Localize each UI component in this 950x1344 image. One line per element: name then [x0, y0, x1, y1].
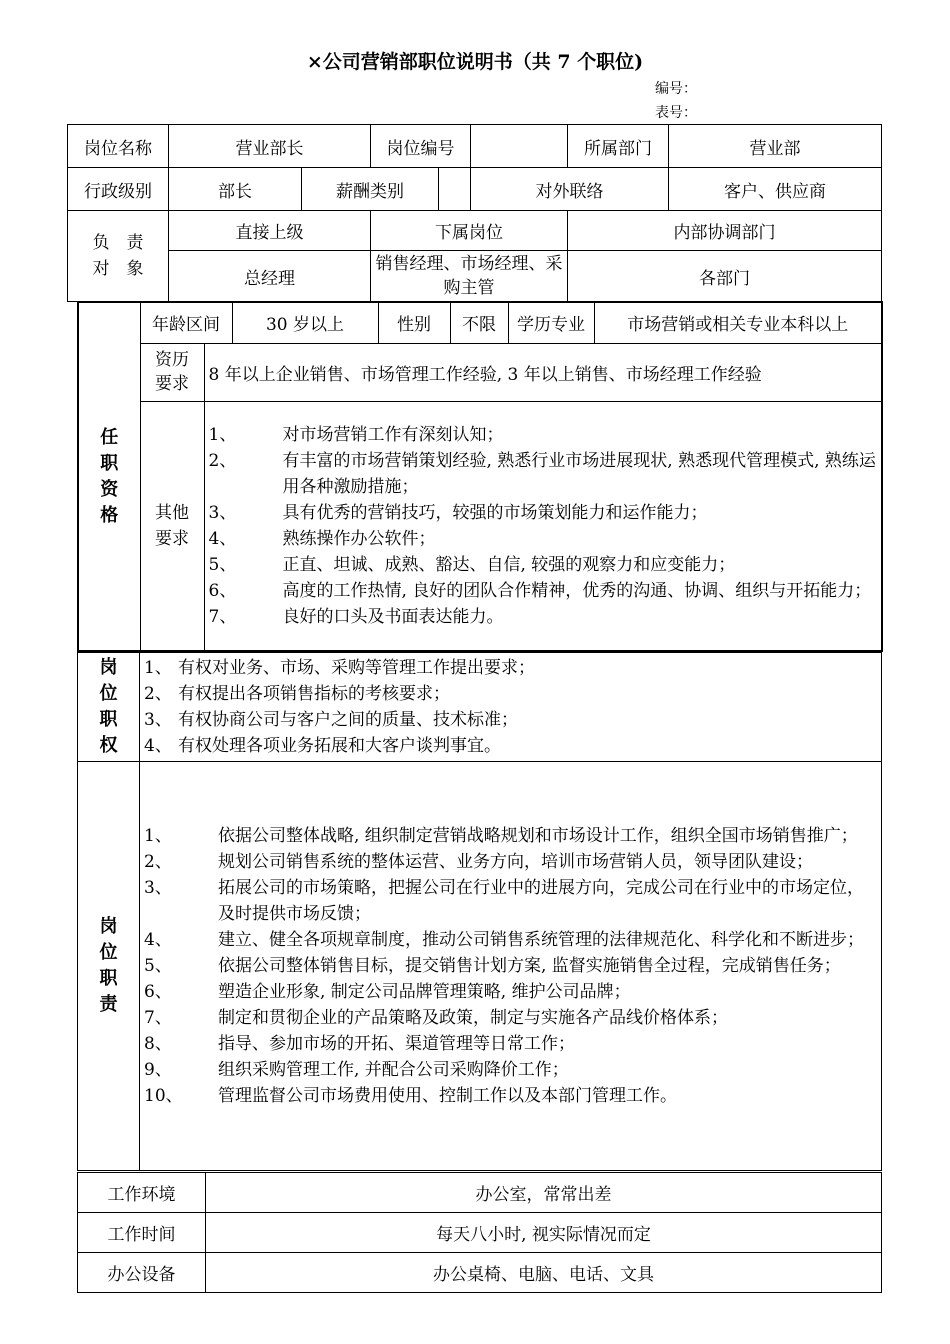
- authority-list: [140, 653, 882, 762]
- salary-type: [439, 168, 471, 211]
- superior: 总经理: [169, 251, 371, 302]
- list-item: 4、 有权处理各项业务拓展和大客户谈判事宜。: [144, 736, 501, 756]
- edu-label: 学历专业: [508, 302, 594, 343]
- list-item: 4、 熟练操作办公软件；: [208, 528, 436, 549]
- dept: 营业部: [669, 125, 882, 168]
- internal-label: 内部协调部门: [568, 211, 882, 251]
- age: 30 岁以上: [232, 302, 378, 343]
- external-label: 对外联络: [471, 168, 669, 211]
- exp-label: 资历 要求: [140, 343, 204, 401]
- equip: 办公桌椅、电脑、电话、文具: [206, 1253, 882, 1293]
- list-item: 7、 良好的口头及书面表达能力。: [208, 606, 504, 627]
- list-item: 7、 制定和贯彻企业的产品策略及政策，制定与实施各产品线价格体系；: [144, 1008, 728, 1028]
- gender: 不限: [450, 302, 508, 343]
- admin-level-label: 行政级别: [68, 168, 169, 211]
- position-name: 营业部长: [169, 125, 371, 168]
- list-item: 3、 拓展公司的市场策略，把握公司在行业中的进展方向，完成公司在行业中的市场定位，及时提供市场反馈；: [144, 878, 864, 924]
- env-label: 工作环境: [78, 1173, 206, 1213]
- other-requirements-list: [204, 401, 882, 651]
- duties-table: [77, 652, 882, 1171]
- document-title: ×公司营销部职位说明书（共 7 个职位): [306, 51, 644, 73]
- exp: 8 年以上企业销售、市场管理工作经验, 3 年以上销售、市场经理工作经验: [204, 343, 882, 401]
- qualification-table: [77, 301, 883, 652]
- list-item: 1、 依据公司整体战略, 组织制定营销战略规划和市场设计工作，组织全国市场销售推广；: [144, 826, 858, 846]
- list-item: 2、 有丰富的市场营销策划经验, 熟悉行业市场进展现状, 熟悉现代管理模式, 熟练运用各种激励措施；: [208, 450, 876, 497]
- list-item: 5、 正直、坦诚、成熟、豁达、自信, 较强的观察力和应变能力；: [208, 554, 736, 575]
- number-label: 编号：: [655, 81, 697, 97]
- subordinate-label: 下属岗位: [371, 211, 568, 251]
- age-label: 年龄区间: [140, 302, 232, 343]
- position-code: [471, 125, 568, 168]
- list-item: 9、 组织采购管理工作, 并配合公司采购降价工作；: [144, 1060, 569, 1080]
- equip-label: 办公设备: [78, 1253, 206, 1293]
- list-item: 6、 塑造企业形象, 制定公司品牌管理策略, 维护公司品牌；: [144, 982, 631, 1002]
- responsibility-label: 负 责 对 象: [68, 211, 169, 302]
- duties-label: 岗 位 职 责: [78, 762, 140, 1171]
- list-item: 1、 有权对业务、市场、采购等管理工作提出要求；: [144, 658, 535, 678]
- position-code-label: 岗位编号: [371, 125, 471, 168]
- admin-level: 部长: [169, 168, 302, 211]
- list-item: 2、 规划公司销售系统的整体运营、业务方向，培训市场营销人员，领导团队建设；: [144, 852, 813, 872]
- form-label: 表号：: [655, 105, 697, 121]
- environment-table: [77, 1172, 882, 1293]
- header-table: [67, 124, 882, 302]
- salary-type-label: 薪酬类别: [302, 168, 439, 211]
- other-label: 其他 要求: [140, 401, 204, 651]
- internal: 各部门: [568, 251, 882, 302]
- time-label: 工作时间: [78, 1213, 206, 1253]
- dept-label: 所属部门: [568, 125, 669, 168]
- env: 办公室，常常出差: [206, 1173, 882, 1213]
- list-item: 3、 有权协商公司与客户之间的质量、技术标准；: [144, 710, 518, 730]
- list-item: 6、 高度的工作热情, 良好的团队合作精神，优秀的沟通、协调、组织与开拓能力；: [208, 580, 872, 601]
- list-item: 4、 建立、健全各项规章制度，推动公司销售系统管理的法律规范化、科学化和不断进步；: [144, 930, 864, 950]
- list-item: 1、 对市场营销工作有深刻认知；: [208, 424, 504, 445]
- duties-list: [140, 762, 882, 1171]
- edu: 市场营销或相关专业本科以上: [594, 302, 882, 343]
- superior-label: 直接上级: [169, 211, 371, 251]
- authority-label: 岗 位 职 权: [78, 653, 140, 762]
- gender-label: 性别: [378, 302, 450, 343]
- list-item: 2、 有权提出各项销售指标的考核要求；: [144, 684, 450, 704]
- position-name-label: 岗位名称: [68, 125, 169, 168]
- list-item: 5、 依据公司整体销售目标，提交销售计划方案, 监督实施销售全过程，完成销售任务；: [144, 956, 841, 976]
- list-item: 8、 指导、参加市场的开拓、渠道管理等日常工作；: [144, 1034, 575, 1054]
- time: 每天八小时, 视实际情况而定: [206, 1213, 882, 1253]
- qualification-label: 任 职 资 格: [78, 302, 140, 651]
- subordinate: 销售经理、市场经理、采购主管: [371, 251, 568, 302]
- list-item: 10、 管理监督公司市场费用使用、控制工作以及本部门管理工作。: [144, 1086, 677, 1106]
- list-item: 3、 具有优秀的营销技巧，较强的市场策划能力和运作能力；: [208, 502, 708, 523]
- external: 客户、供应商: [669, 168, 882, 211]
